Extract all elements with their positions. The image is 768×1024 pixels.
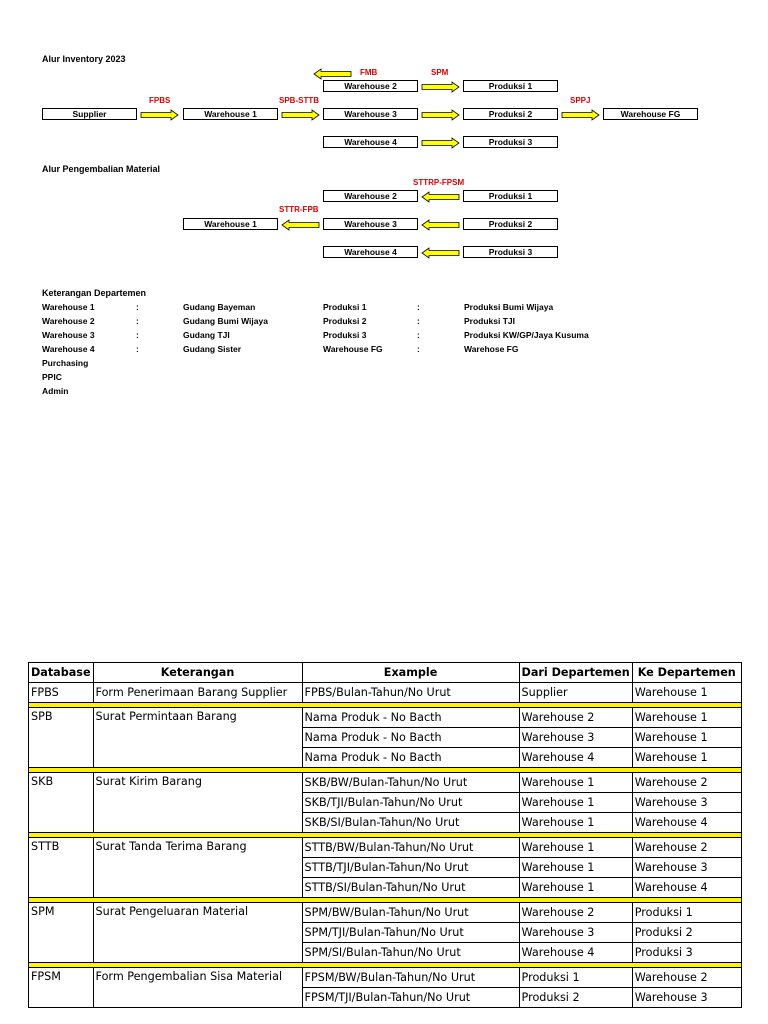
label-fpbs: FPBS	[149, 96, 171, 105]
cell-keterangan: Surat Pengeluaran Material	[93, 903, 302, 963]
header-example: Example	[302, 663, 519, 683]
arrow-left-icon	[421, 219, 461, 231]
box-produksi-1: Produksi 1	[463, 190, 558, 202]
cell-example: SPM/SI/Bulan-Tahun/No Urut	[302, 943, 519, 963]
cell-ke: Warehouse 1	[632, 708, 741, 728]
dept-sep: :	[417, 302, 420, 312]
cell-keterangan: Form Penerimaan Barang Supplier	[93, 683, 302, 703]
cell-ke: Produksi 1	[632, 903, 741, 923]
cell-ke: Warehouse 1	[632, 728, 741, 748]
cell-example: STTB/TJI/Bulan-Tahun/No Urut	[302, 858, 519, 878]
cell-example: STTB/SI/Bulan-Tahun/No Urut	[302, 878, 519, 898]
dept-name: Warehouse 3	[42, 330, 95, 340]
arrow-left-icon	[421, 191, 461, 203]
cell-dari: Warehouse 1	[519, 813, 632, 833]
cell-example: SKB/SI/Bulan-Tahun/No Urut	[302, 813, 519, 833]
dept-desc: Produksi Bumi Wijaya	[464, 302, 554, 312]
table-row	[29, 903, 742, 923]
dept-name: Warehouse FG	[323, 344, 383, 354]
cell-dari: Warehouse 1	[519, 838, 632, 858]
box-warehouse-2: Warehouse 2	[323, 80, 418, 92]
arrow-left-icon	[281, 219, 321, 231]
dept-other: Admin	[42, 386, 69, 396]
dept-desc: Gudang TJI	[183, 330, 230, 340]
arrow-right-icon	[421, 109, 461, 121]
departments-title: Keterangan Departemen	[42, 288, 147, 298]
cell-dari: Warehouse 3	[519, 923, 632, 943]
label-sttrp-fpsm: STTRP-FPSM	[413, 178, 465, 187]
box-warehouse-fg: Warehouse FG	[603, 108, 698, 120]
dept-sep: :	[417, 344, 420, 354]
dept-name: Warehouse 4	[42, 344, 95, 354]
cell-dari: Warehouse 1	[519, 878, 632, 898]
arrow-right-icon	[421, 137, 461, 149]
dept-sep: :	[136, 344, 139, 354]
dept-sep: :	[136, 316, 139, 326]
cell-dari: Warehouse 4	[519, 943, 632, 963]
cell-example: FPBS/Bulan-Tahun/No Urut	[302, 683, 519, 703]
table-row	[29, 773, 742, 793]
cell-ke: Warehouse 2	[632, 773, 741, 793]
arrow-right-icon	[561, 109, 601, 121]
cell-keterangan: Surat Kirim Barang	[93, 773, 302, 833]
cell-dari: Warehouse 3	[519, 728, 632, 748]
box-produksi-3: Produksi 3	[463, 246, 558, 258]
return-flow-title: Alur Pengembalian Material	[42, 164, 161, 174]
dept-desc: Warehose FG	[464, 344, 519, 354]
box-warehouse-1: Warehouse 1	[183, 108, 278, 120]
header-database: Database	[29, 663, 94, 683]
box-produksi-1: Produksi 1	[463, 80, 558, 92]
cell-example: FPSM/BW/Bulan-Tahun/No Urut	[302, 968, 519, 988]
cell-dari: Warehouse 1	[519, 773, 632, 793]
box-produksi-2: Produksi 2	[463, 218, 558, 230]
cell-ke: Warehouse 3	[632, 793, 741, 813]
cell-ke: Warehouse 3	[632, 858, 741, 878]
table-header-row	[29, 663, 742, 683]
label-fmb: FMB	[360, 68, 378, 77]
cell-example: Nama Produk - No Bacth	[302, 728, 519, 748]
cell-keterangan: Surat Permintaan Barang	[93, 708, 302, 768]
dept-name: Warehouse 1	[42, 302, 95, 312]
label-spm: SPM	[431, 68, 449, 77]
cell-dari: Warehouse 2	[519, 903, 632, 923]
box-warehouse-3: Warehouse 3	[323, 218, 418, 230]
cell-database: FPBS	[29, 683, 94, 703]
cell-ke: Produksi 2	[632, 923, 741, 943]
dept-name: Produksi 1	[323, 302, 367, 312]
arrow-right-icon	[421, 81, 461, 93]
dept-sep: :	[417, 330, 420, 340]
cell-example: Nama Produk - No Bacth	[302, 748, 519, 768]
label-sppj: SPPJ	[570, 96, 591, 105]
cell-dari: Produksi 1	[519, 968, 632, 988]
header-ke-departemen: Ke Departemen	[632, 663, 741, 683]
cell-example: FPSM/TJI/Bulan-Tahun/No Urut	[302, 988, 519, 1008]
dept-desc: Produksi KW/GP/Jaya Kusuma	[464, 330, 589, 340]
dept-other: Purchasing	[42, 358, 89, 368]
arrow-right-icon	[140, 109, 180, 121]
dept-name: Produksi 2	[323, 316, 367, 326]
dept-sep: :	[136, 330, 139, 340]
arrow-left-icon	[313, 68, 353, 80]
cell-example: SKB/TJI/Bulan-Tahun/No Urut	[302, 793, 519, 813]
dept-desc: Gudang Sister	[183, 344, 242, 354]
cell-example: STTB/BW/Bulan-Tahun/No Urut	[302, 838, 519, 858]
cell-keterangan: Surat Tanda Terima Barang	[93, 838, 302, 898]
dept-desc: Gudang Bayeman	[183, 302, 256, 312]
box-supplier: Supplier	[42, 108, 137, 120]
cell-example: SPM/TJI/Bulan-Tahun/No Urut	[302, 923, 519, 943]
box-warehouse-1: Warehouse 1	[183, 218, 278, 230]
dept-other: PPIC	[42, 372, 62, 382]
dept-sep: :	[417, 316, 420, 326]
header-keterangan: Keterangan	[93, 663, 302, 683]
cell-ke: Warehouse 2	[632, 838, 741, 858]
dept-desc: Produksi TJI	[464, 316, 516, 326]
cell-dari: Supplier	[519, 683, 632, 703]
cell-keterangan: Form Pengembalian Sisa Material	[93, 968, 302, 1008]
cell-ke: Produksi 3	[632, 943, 741, 963]
cell-ke: Warehouse 3	[632, 988, 741, 1008]
box-warehouse-4: Warehouse 4	[323, 136, 418, 148]
cell-database: SKB	[29, 773, 94, 833]
inventory-flow-title: Alur Inventory 2023	[42, 54, 126, 64]
cell-dari: Warehouse 1	[519, 858, 632, 878]
dept-name: Produksi 3	[323, 330, 367, 340]
box-produksi-3: Produksi 3	[463, 136, 558, 148]
cell-dari: Warehouse 4	[519, 748, 632, 768]
table-row	[29, 968, 742, 988]
cell-ke: Warehouse 2	[632, 968, 741, 988]
cell-example: SKB/BW/Bulan-Tahun/No Urut	[302, 773, 519, 793]
cell-database: SPB	[29, 708, 94, 768]
dept-name: Warehouse 2	[42, 316, 95, 326]
cell-example: Nama Produk - No Bacth	[302, 708, 519, 728]
label-spb-sttb: SPB-STTB	[279, 96, 319, 105]
cell-dari: Produksi 2	[519, 988, 632, 1008]
box-warehouse-4: Warehouse 4	[323, 246, 418, 258]
cell-ke: Warehouse 4	[632, 878, 741, 898]
dept-sep: :	[136, 302, 139, 312]
cell-ke: Warehouse 1	[632, 748, 741, 768]
cell-example: SPM/BW/Bulan-Tahun/No Urut	[302, 903, 519, 923]
arrow-left-icon	[421, 247, 461, 259]
header-dari-departemen: Dari Departemen	[519, 663, 632, 683]
database-table	[28, 662, 742, 1008]
cell-database: FPSM	[29, 968, 94, 1008]
dept-desc: Gudang Bumi Wijaya	[183, 316, 268, 326]
cell-ke: Warehouse 4	[632, 813, 741, 833]
cell-database: STTB	[29, 838, 94, 898]
cell-dari: Warehouse 1	[519, 793, 632, 813]
table-row	[29, 838, 742, 858]
label-sttr-fpb: STTR-FPB	[279, 205, 319, 214]
box-warehouse-2: Warehouse 2	[323, 190, 418, 202]
box-warehouse-3: Warehouse 3	[323, 108, 418, 120]
table-row	[29, 683, 742, 703]
cell-ke: Warehouse 1	[632, 683, 741, 703]
cell-database: SPM	[29, 903, 94, 963]
cell-dari: Warehouse 2	[519, 708, 632, 728]
arrow-right-icon	[281, 109, 321, 121]
table-row	[29, 708, 742, 728]
box-produksi-2: Produksi 2	[463, 108, 558, 120]
